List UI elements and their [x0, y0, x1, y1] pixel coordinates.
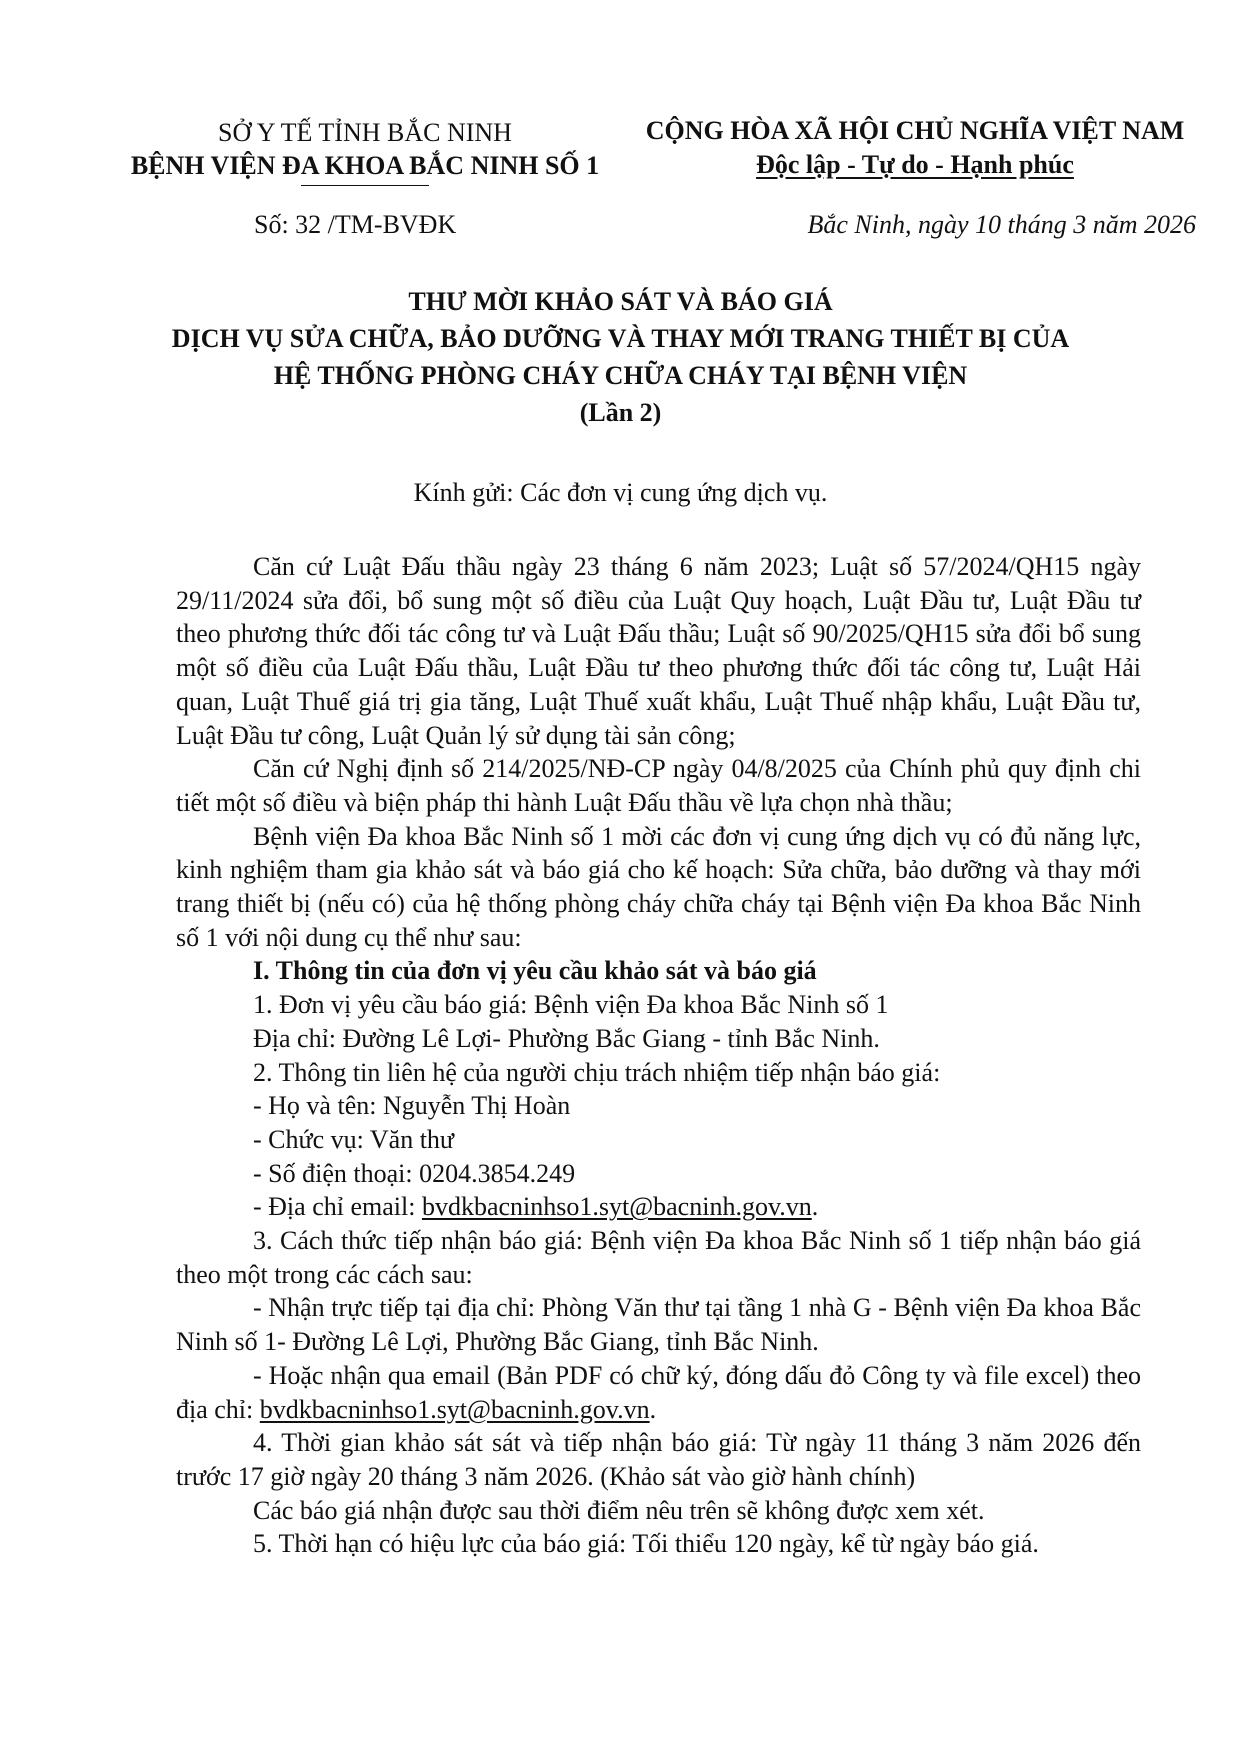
period-1: .: [811, 1192, 819, 1222]
receiving-email-link[interactable]: bvdkbacninhso1.syt@bacninh.gov.vn: [259, 1394, 650, 1424]
item-2-contact: 2. Thông tin liên hệ của người chịu trách nhiệm tiếp nhận báo giá:: [253, 1057, 941, 1087]
item-5-validity: 5. Thời hạn có hiệu lực của báo giá: Tối thiểu 120 ngày, kể từ ngày báo giá.: [253, 1529, 1039, 1559]
national-motto: Độc lập - Tự do - Hạnh phúc: [756, 150, 1074, 179]
contact-email-line: [176, 1190, 1141, 1224]
issuer-department: SỞ Y TẾ TỈNH BẮC NINH: [218, 118, 512, 147]
title-line-2: DỊCH VỤ SỬA CHỮA, BẢO DƯỠNG VÀ THAY MỚI TRANG THIẾT BỊ CỦA: [171, 324, 1070, 353]
document-body: [176, 550, 1141, 1561]
issuer-block: [115, 116, 615, 186]
title-line-4: (Lần 2): [579, 398, 662, 427]
section-1-heading: I. Thông tin của đơn vị yêu cầu khảo sát và báo giá: [253, 956, 817, 986]
item-4-note: Các báo giá nhận được sau thời điểm nêu trên sẽ không được xem xét.: [253, 1495, 985, 1525]
requester-address: Địa chỉ: Đường Lê Lợi- Phường Bắc Giang - tỉnh Bắc Ninh.: [253, 1023, 880, 1053]
period-2: .: [649, 1394, 657, 1424]
document-number: Số: 32 /TM-BVĐK: [254, 210, 457, 239]
paragraph-invitation: Bệnh viện Đa khoa Bắc Ninh số 1 mời các đơn vị cung ứng dịch vụ có đủ năng lực, kinh nghiệm tham gia khảo sát và báo giá cho kế hoạch: Sửa chữa, bảo dưỡng và thay mới trang thiết bị (nếu có) của hệ thống phòng cháy chữa cháy tại Bệnh viện Đa khoa Bắc Ninh số 1 với nội dung cụ thể như sau:: [176, 821, 1141, 952]
contact-email-link[interactable]: bvdkbacninhso1.syt@bacninh.gov.vn: [421, 1192, 812, 1222]
item-3-receiving-method: 3. Cách thức tiếp nhận báo giá: Bệnh viện Đa khoa Bắc Ninh số 1 tiếp nhận báo giá theo một trong các cách sau:: [176, 1226, 1141, 1289]
national-title: CỘNG HÒA XÃ HỘI CHỦ NGHĨA VIỆT NAM: [645, 116, 1185, 145]
document-date: Bắc Ninh, ngày 10 tháng 3 năm 2026: [807, 210, 1196, 239]
item-3-email-line: [176, 1359, 1141, 1426]
contact-phone: - Số điện thoại: 0204.3854.249: [253, 1158, 576, 1188]
paragraph-legal-basis-1: Căn cứ Luật Đấu thầu ngày 23 tháng 6 năm 2023; Luật số 57/2024/QH15 ngày 29/11/2024 sửa đổi, bổ sung một số điều của Luật Quy hoạch, Luật Đầu tư, Luật Đầu tư theo phương thức đối tác công tư và Luật Đấu thầu; Luật số 90/2025/QH15 sửa đổi bổ sung một số điều của Luật Đấu thầu, Luật Đầu tư theo phương thức đối tác công tư, Luật Hải quan, Luật Thuế giá trị gia tăng, Luật Thuế xuất khẩu, Luật Thuế nhập khẩu, Luật Đầu tư, Luật Đầu tư công, Luật Quản lý sử dụng tài sản công;: [176, 552, 1141, 750]
paragraph-legal-basis-2: Căn cứ Nghị định số 214/2025/NĐ-CP ngày 04/8/2025 của Chính phủ quy định chi tiết một số điều và biện pháp thi hành Luật Đấu thầu về lựa chọn nhà thầu;: [176, 754, 1141, 817]
item-4-timeline: 4. Thời gian khảo sát sát và tiếp nhận báo giá: Từ ngày 11 tháng 3 năm 2026 đến trước 17 giờ ngày 20 tháng 3 năm 2026. (Khảo sát vào giờ hành chính): [176, 1428, 1141, 1491]
contact-position: - Chức vụ: Văn thư: [253, 1124, 455, 1154]
greeting: Kính gửi: Các đơn vị cung ứng dịch vụ.: [413, 478, 828, 507]
document-title: [0, 283, 1241, 431]
contact-name: - Họ và tên: Nguyễn Thị Hoàn: [253, 1091, 571, 1121]
title-line-3: HỆ THỐNG PHÒNG CHÁY CHỮA CHÁY TẠI BỆNH VIỆN: [273, 361, 968, 390]
title-line-1: THƯ MỜI KHẢO SÁT VÀ BÁO GIÁ: [408, 287, 833, 316]
national-motto-block: [645, 114, 1185, 182]
item-3-direct: - Nhận trực tiếp tại địa chỉ: Phòng Văn thư tại tầng 1 nhà G - Bệnh viện Đa khoa Bắc Ninh số 1- Đường Lê Lợi, Phường Bắc Giang, tỉnh Bắc Ninh.: [176, 1293, 1141, 1357]
item-3-email-text: - Hoặc nhận qua email (Bản PDF có chữ ký, đóng dấu đỏ Công ty và file excel) theo địa chỉ:: [176, 1360, 1141, 1424]
issuer-underline: [301, 185, 429, 186]
item-1-requester: 1. Đơn vị yêu cầu báo giá: Bệnh viện Đa khoa Bắc Ninh số 1: [253, 990, 889, 1020]
contact-email-label: - Địa chỉ email:: [253, 1192, 422, 1222]
issuer-hospital: BỆNH VIỆN ĐA KHOA BẮC NINH SỐ 1: [130, 151, 600, 180]
